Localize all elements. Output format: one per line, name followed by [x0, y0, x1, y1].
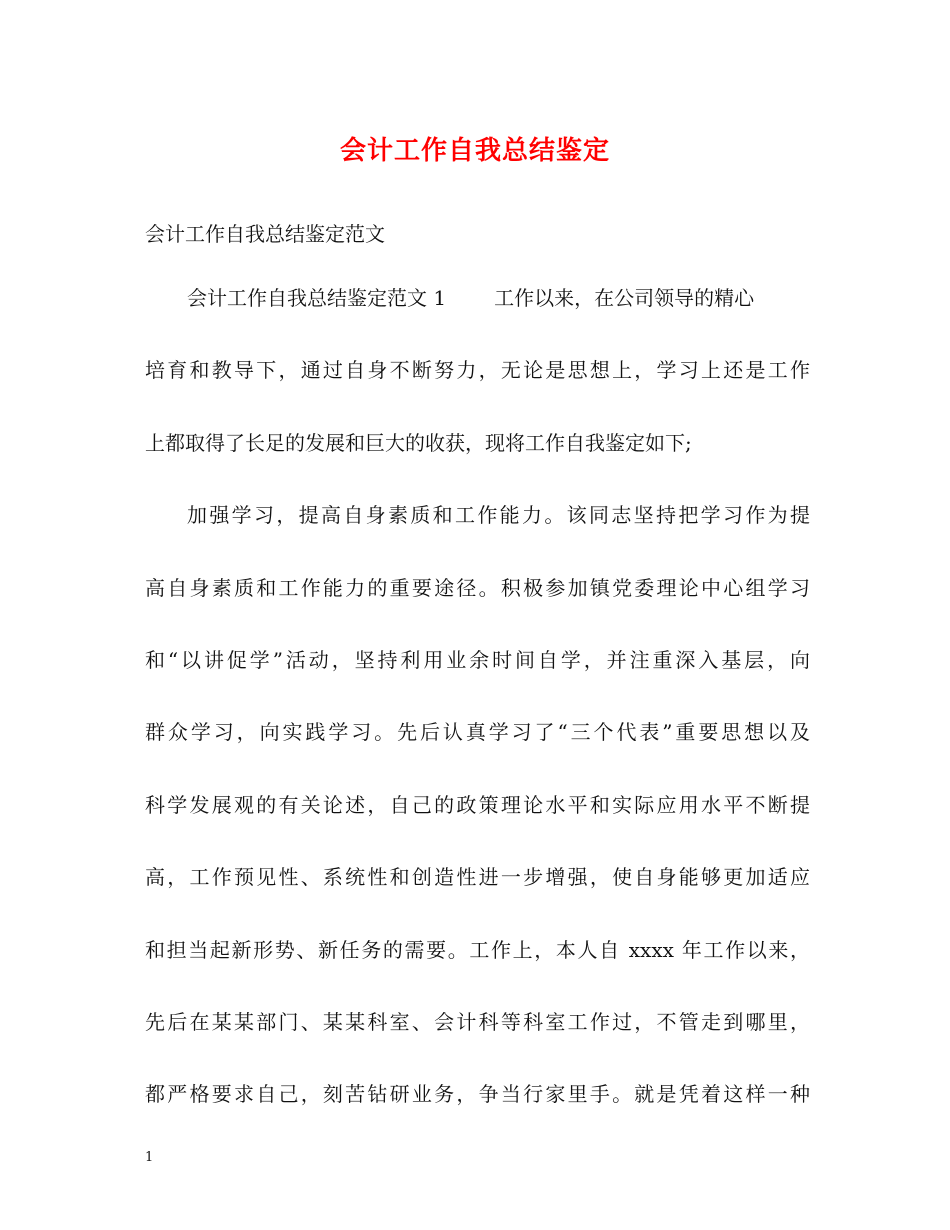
paragraph-line: 科学发展观的有关论述，自己的政策理论水平和实际应用水平不断提 [145, 792, 810, 817]
paragraph-line: 和担当起新形势、新任务的需要。工作上，本人自 xxxx 年工作以来， [145, 937, 810, 962]
page-number: 1 [145, 1150, 154, 1165]
paragraph-line: 培育和教导下，通过自身不断努力，无论是思想上，学习上还是工作 [145, 358, 810, 383]
paragraph-line: 先后在某某部门、某某科室、会计科等科室工作过，不管走到哪里， [145, 1009, 810, 1034]
page-title: 会计工作自我总结鉴定 [339, 136, 610, 166]
paragraph-line: 高自身素质和工作能力的重要途径。积极参加镇党委理论中心组学习 [145, 575, 810, 600]
paragraph-line: 群众学习，向实践学习。先后认真学习了“三个代表”重要思想以及 [145, 720, 810, 745]
document-body [145, 278, 810, 1147]
paragraph-line: 加强学习，提高自身素质和工作能力。该同志坚持把学习作为提 [187, 503, 810, 528]
paragraph-line: 都严格要求自己，刻苦钻研业务，争当行家里手。就是凭着这样一种 [145, 1082, 810, 1107]
paragraph-line: 上都取得了长足的发展和巨大的收获，现将工作自我鉴定如下; [145, 430, 692, 455]
paragraph-line [145, 278, 810, 350]
section-heading: 会计工作自我总结鉴定范文 1 [187, 286, 447, 310]
paragraph-text: 工作以来，在公司领导的精心 [494, 286, 755, 310]
paragraph-line: 高，工作预见性、系统性和创造性进一步增强，使自身能够更加适应 [145, 865, 810, 890]
document-subtitle: 会计工作自我总结鉴定范文 [145, 222, 385, 246]
paragraph-line: 和“以讲促学”活动，坚持利用业余时间自学，并注重深入基层，向 [145, 647, 810, 672]
